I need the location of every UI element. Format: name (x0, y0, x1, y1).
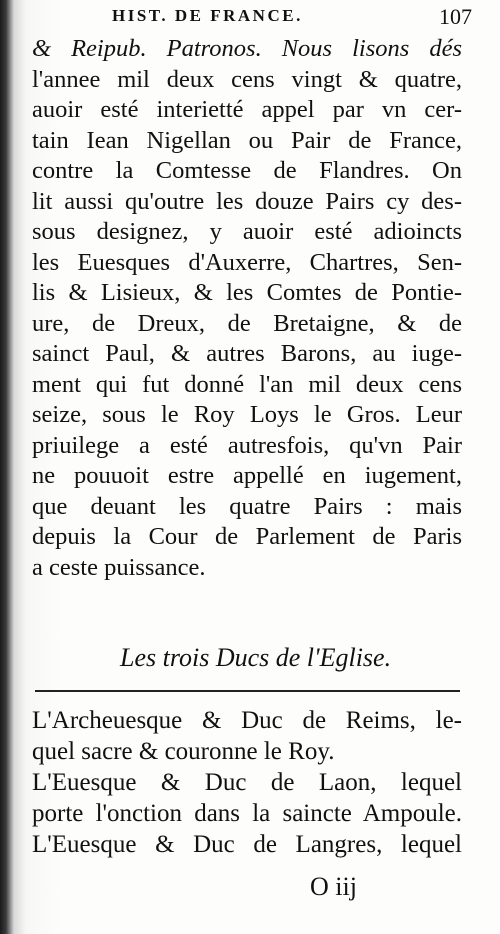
list-line: L'Archeuesque & Duc de Reims, le- (32, 707, 462, 734)
text-line: a ceste puissance. (32, 553, 206, 581)
running-head: HIST. DE FRANCE. (112, 6, 303, 25)
text-line (32, 34, 462, 65)
text-line: que deuant les quatre Pairs : mais (32, 492, 462, 520)
list-line: quel sacre & couronne le Roy. (32, 738, 335, 765)
text-line: auoir esté interietté appel par vn cer- (32, 96, 462, 123)
list-line: L'Euesque & Duc de Langres, lequel (32, 831, 462, 858)
section-heading: Les trois Ducs de l'Eglise. (120, 643, 392, 672)
body-paragraph (32, 34, 462, 583)
list-line: porte l'onction dans la saincte Ampoule. (32, 800, 462, 827)
list-line: L'Euesque & Duc de Laon, lequel (32, 769, 462, 796)
dukes-list (32, 705, 462, 860)
text-line: contre la Comtesse de Flandres. On (32, 157, 462, 184)
text-line: priuilege a esté autresfois, qu'vn Pair (32, 431, 462, 459)
text-line: sainct Paul, & autres Barons, au iuge- (32, 340, 462, 367)
gutter-binding-edge (3, 810, 13, 870)
text-line: lis & Lisieux, & les Comtes de Pontie- (32, 279, 462, 306)
text-line: depuis la Cour de Parlement de Paris (32, 523, 462, 550)
text-line: ne pouuoit estre appellé en iugement, (32, 462, 462, 489)
text-line: les Euesques d'Auxerre, Chartres, Sen- (32, 248, 462, 276)
text-line: sous designez, y auoir esté adioincts (32, 218, 462, 245)
text-line: ure, de Dreux, de Bretaigne, & de (32, 309, 462, 337)
italic-phrase: & Reipub. Patronos. Nous lisons dés (32, 35, 462, 62)
text-line: tain Iean Nigellan ou Pair de France, (32, 126, 462, 154)
signature-mark: O iij (310, 872, 357, 901)
page-header (112, 6, 472, 32)
page-number: 107 (439, 4, 472, 29)
text-line: seize, sous le Roy Loys le Gros. Leur (32, 401, 462, 428)
section-divider (35, 690, 460, 692)
text-line: ment qui fut donné l'an mil deux cens (32, 370, 462, 398)
text-line: lit aussi qu'outre les douze Pairs cy des- (32, 187, 462, 215)
text-line: l'annee mil deux cens vingt & quatre, (32, 65, 462, 93)
